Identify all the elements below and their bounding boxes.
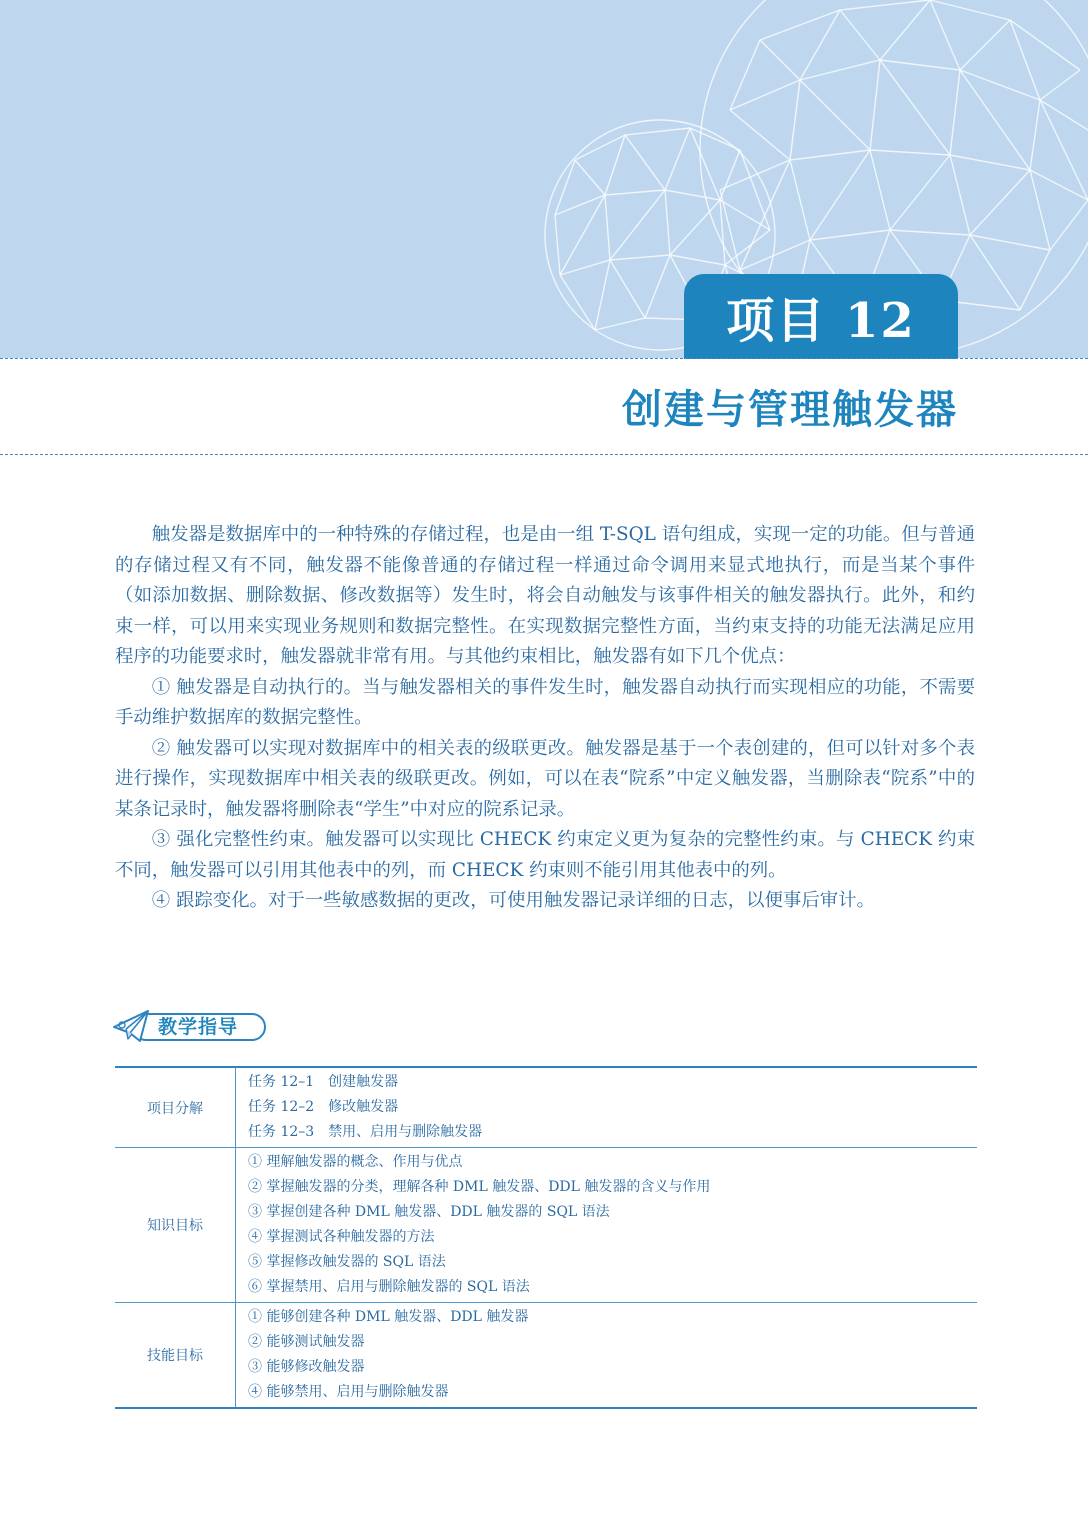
row-label: 技能目标 xyxy=(115,1303,236,1409)
intro-text xyxy=(115,520,975,917)
intro-paragraph: 触发器是数据库中的一种特殊的存储过程，也是由一组 T-SQL 语句组成，实现一定的功能。但与普通的存储过程又有不同，触发器不能像普通的存储过程一样通过命令调用来显式地执行，而是当某个事件（如添加数据、删除数据、修改数据等）发生时，将会自动触发与该事件相关的触发器执行。此外，和约束一样，可以用来实现业务规则和数据完整性。在实现数据完整性方面，当约束支持的功能无法满足应用程序的功能要求时，触发器就非常有用。与其他约束相比，触发器有如下几个优点： xyxy=(115,524,975,667)
project-label: 项目 12 xyxy=(726,293,916,349)
row-label: 项目分解 xyxy=(115,1067,236,1148)
teaching-guide-label: 教学指导 xyxy=(132,1013,266,1041)
list-item: ① 理解触发器的概念、作用与优点 xyxy=(248,1154,463,1170)
list-item: ④ 掌握测试各种触发器的方法 xyxy=(248,1229,435,1245)
header-divider-top xyxy=(0,358,1088,359)
list-item: ② 能够测试触发器 xyxy=(248,1334,365,1350)
advantage-paragraph-3: ③ 强化完整性约束。触发器可以实现比 CHECK 约束定义更为复杂的完整性约束。与 CHECK 约束不同，触发器可以引用其他表中的列，而 CHECK 约束则不能引用其他表中的列。 xyxy=(115,829,975,881)
list-item: ③ 掌握创建各种 DML 触发器、DDL 触发器的 SQL 语法 xyxy=(248,1204,610,1220)
row-content xyxy=(236,1303,978,1409)
list-item: ⑥ 掌握禁用、启用与删除触发器的 SQL 语法 xyxy=(248,1279,530,1295)
list-item: ② 掌握触发器的分类，理解各种 DML 触发器、DDL 触发器的含义与作用 xyxy=(248,1179,711,1195)
list-item: ⑤ 掌握修改触发器的 SQL 语法 xyxy=(248,1254,446,1270)
list-item: ④ 能够禁用、启用与删除触发器 xyxy=(248,1384,449,1400)
advantage-paragraph-1: ① 触发器是自动执行的。当与触发器相关的事件发生时，触发器自动执行而实现相应的功能，不需要手动维护数据库的数据完整性。 xyxy=(115,676,975,728)
advantage-paragraph-4: ④ 跟踪变化。对于一些敏感数据的更改，可使用触发器记录详细的日志，以便事后审计。 xyxy=(151,890,875,911)
teaching-guide-table xyxy=(115,1066,977,1409)
list-item: 任务 12–1 创建触发器 xyxy=(248,1074,399,1090)
row-content xyxy=(236,1148,978,1303)
teaching-guide-badge xyxy=(110,1007,268,1045)
table-row-project-breakdown xyxy=(115,1067,977,1148)
list-item: ① 能够创建各种 DML 触发器、DDL 触发器 xyxy=(248,1309,529,1325)
chapter-title: 创建与管理触发器 xyxy=(622,387,958,433)
table-row-knowledge-goals xyxy=(115,1148,977,1303)
list-item: 任务 12–3 禁用、启用与删除触发器 xyxy=(248,1124,483,1140)
list-item: 任务 12–2 修改触发器 xyxy=(248,1099,399,1115)
project-number-tab xyxy=(684,274,958,359)
row-content xyxy=(236,1067,978,1148)
table-row-skill-goals xyxy=(115,1303,977,1409)
advantage-paragraph-2: ② 触发器可以实现对数据库中的相关表的级联更改。触发器是基于一个表创建的，但可以针对多个表进行操作，实现数据库中相关表的级联更改。例如，可以在表“院系”中定义触发器，当删除表“院系”中的某条记录时，触发器将删除表“学生”中对应的院系记录。 xyxy=(115,737,975,820)
list-item: ③ 能够修改触发器 xyxy=(248,1359,365,1375)
paper-airplane-icon xyxy=(110,1007,154,1047)
row-label: 知识目标 xyxy=(115,1148,236,1303)
header-divider-bottom xyxy=(0,454,1088,455)
